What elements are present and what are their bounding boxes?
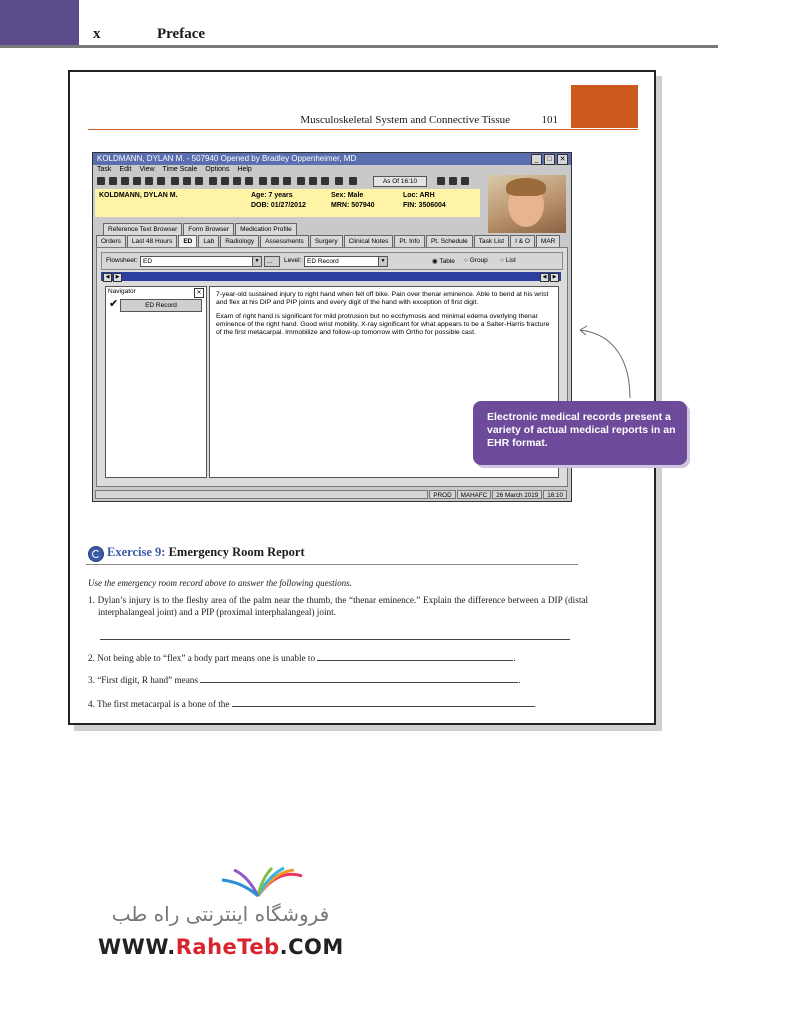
tab-orders[interactable]: Orders [96,235,126,247]
ehr-window-title: KOLDMANN, DYLAN M. - 507940 Opened by Bradley Oppenheimer, MD [97,154,357,163]
tab-lab[interactable]: Lab [198,235,219,247]
logo-url-accent: RaheTeb [175,935,280,959]
radio-list-label: List [505,257,516,264]
exercise-heading [107,545,305,560]
tab-ed[interactable]: ED [178,235,197,247]
scroll-right-icon[interactable]: ▶ [113,273,122,282]
answer-line-3[interactable] [200,682,518,683]
preface-title: Preface [157,26,206,42]
status-time: 16:10 [543,490,567,499]
radio-group[interactable]: ○ Group [464,257,488,264]
flowsheet-value: ED [143,258,153,265]
menu-help[interactable]: Help [237,166,252,173]
exercise-rule [86,564,578,565]
logo-url-prefix: WWW. [98,935,176,959]
callout-text: Electronic medical records present a variety of actual medical reports in an EHR format. [487,411,676,449]
chevron-down-icon[interactable]: ▼ [252,257,261,266]
book-page [68,70,676,725]
close-icon[interactable]: ✕ [557,154,568,165]
level-value: ED Record [307,258,339,265]
menu-task[interactable]: Task [97,166,112,173]
logo-persian-text: فروشگاه اینترنتی راه طب [111,902,330,926]
flowsheet-browse-button[interactable]: ... [264,256,280,267]
question-3: 3. “First digit, R hand” means [88,675,198,685]
tab-clinical-notes[interactable]: Clinical Notes [344,235,394,247]
question-1: 1. Dylan’s injury is to the fleshy area of the palm near the thumb, the “thenar eminence.” Explain the difference between a DIP (distal interphalangeal joint) and a PIP (proximal interphalangeal) joint. [88,595,588,617]
patient-age: Age: 7 years [251,192,293,199]
exercise-label: Exercise 9: [107,545,166,559]
tab-form-browser[interactable]: Form Browser [183,223,234,235]
note-paragraph: 7-year-old sustained injury to right hand when fell off bike. Pain over thenar eminence. Able to bend at his wrist and flex at his DIP and PIP joints and every digit of the hand with exception of first digit. [216,291,549,306]
status-environment: PROD [429,490,455,499]
radio-table[interactable]: ◉ Table [432,258,455,265]
tab-pt-info[interactable]: Pt. Info [394,235,425,247]
answer-line-2[interactable] [317,660,513,661]
radio-table-label: Table [439,258,455,265]
maximize-icon[interactable]: □ [544,154,555,165]
scroll-right-icon[interactable]: ▶ [550,273,559,282]
menu-time-scale[interactable]: Time Scale [162,166,198,173]
tab-i-and-o[interactable]: I & O [510,235,535,247]
note-paragraph: Exam of right hand is significant for mild protrusion but no ecchymosis and minimal edema overlying thenar eminence of the right hand. Good wrist mobility. X-ray significant for what appears to be a Salter-Harris fracture of the first metacarpal. Immobilize and follow-up tomorrow with Ortho for possible cast. [216,313,550,336]
tab-radiology[interactable]: Radiology [220,235,259,247]
answer-line-1[interactable] [100,639,570,640]
status-user: MAHAFC [457,490,492,499]
chevron-down-icon[interactable]: ▼ [378,257,387,266]
preface-page-number: x [93,26,101,42]
tab-mar[interactable]: MAR [536,235,560,247]
patient-sex: Sex: Male [331,192,364,199]
exercise-instructions: Use the emergency room record above to answer the following questions. [88,578,352,588]
header-rule [0,45,718,48]
ed-record-button[interactable]: ED Record [120,299,202,312]
logo-url-suffix: .COM [279,935,344,959]
as-of-button[interactable]: As Of 16:10 [373,176,427,187]
callout-arrow [70,72,654,723]
question-2-row: 2. Not being able to “flex” a body part means one is unable to . [88,653,516,663]
preface-color-tab [0,0,79,46]
close-icon[interactable]: ✕ [194,288,204,298]
exercise-title: Emergency Room Report [168,545,305,559]
patient-fin: FIN: 3506004 [403,202,446,209]
tab-pt-schedule[interactable]: Pt. Schedule [426,235,473,247]
tab-assessments[interactable]: Assessments [260,235,309,247]
tab-last-48-hours[interactable]: Last 48 Hours [127,235,177,247]
status-date: 26 March 2019 [492,490,542,499]
menu-options[interactable]: Options [205,166,230,173]
menu-edit[interactable]: Edit [119,166,132,173]
tab-reference-text-browser[interactable]: Reference Text Browser [103,223,182,235]
tab-medication-profile[interactable]: Medication Profile [235,223,297,235]
patient-loc: Loc: ARH [403,192,435,199]
scroll-left-icon[interactable]: ◀ [103,273,112,282]
minimize-icon[interactable]: _ [531,154,542,165]
rahteb-logo [98,862,343,962]
tab-task-list[interactable]: Task List [474,235,509,247]
answer-line-4[interactable] [232,706,534,707]
menu-view[interactable]: View [139,166,155,173]
navigator-title: Navigator [108,288,136,295]
logo-url [98,935,344,959]
question-4-row: 4. The first metacarpal is a bone of the . [88,699,537,709]
book-rainbow-icon [98,862,343,902]
level-label: Level: [284,257,302,264]
patient-mrn: MRN: 507940 [331,202,375,209]
question-2: 2. Not being able to “flex” a body part means one is unable to [88,653,316,663]
checkmark-icon: ✔ [109,298,119,310]
flowsheet-label: Flowsheet: [106,257,138,264]
running-head-page: 101 [541,114,558,126]
patient-name: KOLDMANN, DYLAN M. [99,192,178,199]
radio-list[interactable]: ○ List [500,257,516,264]
question-4: 4. The first metacarpal is a bone of the [88,699,230,709]
tab-surgery[interactable]: Surgery [310,235,343,247]
patient-dob: DOB: 01/27/2012 [251,202,306,209]
exercise-icon [88,546,104,562]
radio-group-label: Group [469,257,488,264]
scroll-left-icon[interactable]: ◀ [540,273,549,282]
callout-box [473,401,687,465]
question-3-row: 3. “First digit, R hand” means . [88,675,521,685]
running-head-title: Musculoskeletal System and Connective Tissue [300,114,510,126]
